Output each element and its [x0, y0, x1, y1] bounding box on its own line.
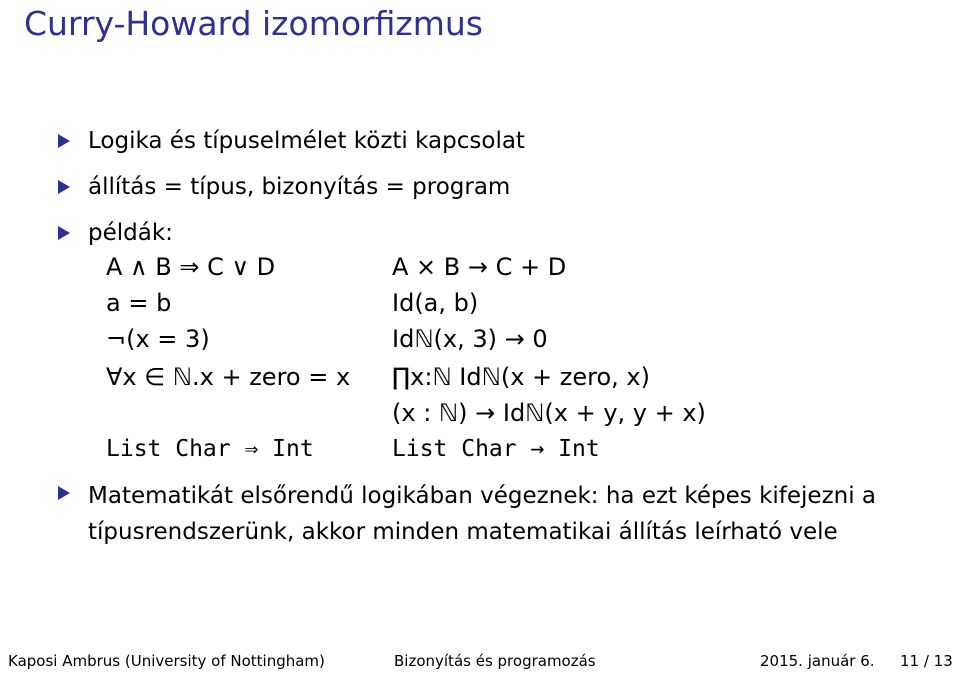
bullet-item [58, 172, 510, 202]
bullet-item [58, 478, 948, 550]
example-logic: A ∧ B ⇒ C ∨ D [106, 253, 276, 281]
footer-author: Kaposi Ambrus (University of Nottingham) [8, 652, 325, 670]
example-type: ∏x:ℕ Idℕ(x + zero, x) [392, 363, 650, 391]
slide-title: Curry-Howard izomorfizmus [24, 4, 483, 43]
bullet-text: Matematikát elsőrendű logikában végeznek: ha ezt képes kifejezni a típusrendszerünk, akkor minden matematikai állítás leírható vele [88, 483, 877, 545]
example-type: A × B → C + D [392, 253, 567, 281]
bullet-text: Logika és típuselmélet közti kapcsolat [88, 128, 525, 154]
footer-page-number: 11 / 13 [900, 652, 953, 670]
example-type: (x : ℕ) → Idℕ(x + y, y + x) [392, 399, 706, 427]
bullet-triangle-icon [58, 180, 70, 194]
bullet-triangle-icon [58, 226, 70, 240]
example-type: List Char → Int [392, 436, 600, 462]
example-logic: List Char ⇒ Int [106, 436, 314, 462]
bullet-triangle-icon [58, 486, 70, 500]
bullet-triangle-icon [58, 134, 70, 148]
bullet-item [58, 218, 173, 248]
example-logic: ∀x ∈ ℕ.x + zero = x [106, 363, 351, 391]
bullet-text: állítás = típus, bizonyítás = program [88, 174, 511, 200]
example-type: Id(a, b) [392, 289, 479, 317]
bullet-item [58, 126, 525, 156]
footer-date: 2015. január 6. [760, 652, 875, 670]
example-logic: a = b [106, 289, 172, 317]
example-logic: ¬(x = 3) [106, 325, 210, 353]
bullet-text: példák: [88, 220, 173, 246]
example-type: Idℕ(x, 3) → 0 [392, 325, 548, 353]
footer-talk-title: Bizonyítás és programozás [394, 652, 596, 670]
